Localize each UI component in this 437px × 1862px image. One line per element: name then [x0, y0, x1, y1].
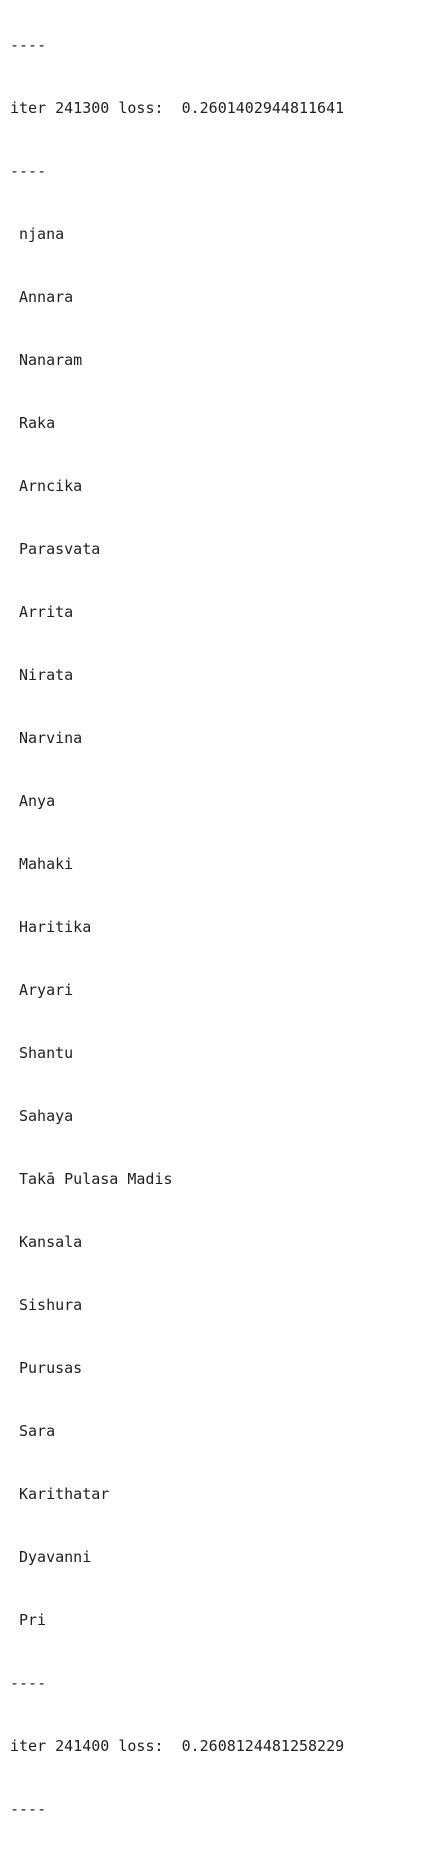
sample-name: Aryari — [19, 981, 74, 999]
iteration-header: iter 241300 loss: 0.2601402944811641 — [10, 99, 345, 117]
sample-name: Takā Pulasa Madis — [19, 1170, 173, 1188]
sample-name: Sara — [19, 1422, 56, 1440]
sample-name: Arncika — [19, 477, 83, 495]
sample-name: Dyavanni — [19, 1548, 92, 1566]
sample-name: Sahaya — [19, 1107, 74, 1125]
sample-name: Nirata — [19, 666, 74, 684]
iteration-header: iter 241400 loss: 0.2608124481258229 — [10, 1737, 345, 1755]
separator-line: ---- — [10, 1674, 47, 1692]
sample-name: Anya — [19, 792, 56, 810]
sample-name: Narvina — [19, 729, 83, 747]
separator-line: ---- — [10, 162, 47, 180]
sample-name: Haritika — [19, 918, 92, 936]
sample-name: Sishura — [19, 1296, 83, 1314]
sample-name: Shantu — [19, 1044, 74, 1062]
sample-name: Nanaram — [19, 351, 83, 369]
sample-name: Arrita — [19, 603, 74, 621]
separator-line: ---- — [10, 36, 47, 54]
sample-name: Pri — [19, 1611, 47, 1629]
sample-name: Mahaki — [19, 855, 74, 873]
sample-name: Karithatar — [19, 1485, 110, 1503]
separator-line: ---- — [10, 1800, 47, 1818]
sample-name: Parasvata — [19, 540, 101, 558]
sample-name: Annara — [19, 288, 74, 306]
sample-name: Raka — [19, 414, 56, 432]
text-output — [10, 0, 344, 1862]
sample-name: njana — [19, 225, 65, 243]
sample-name: Kansala — [19, 1233, 83, 1251]
sample-name: Purusas — [19, 1359, 83, 1377]
